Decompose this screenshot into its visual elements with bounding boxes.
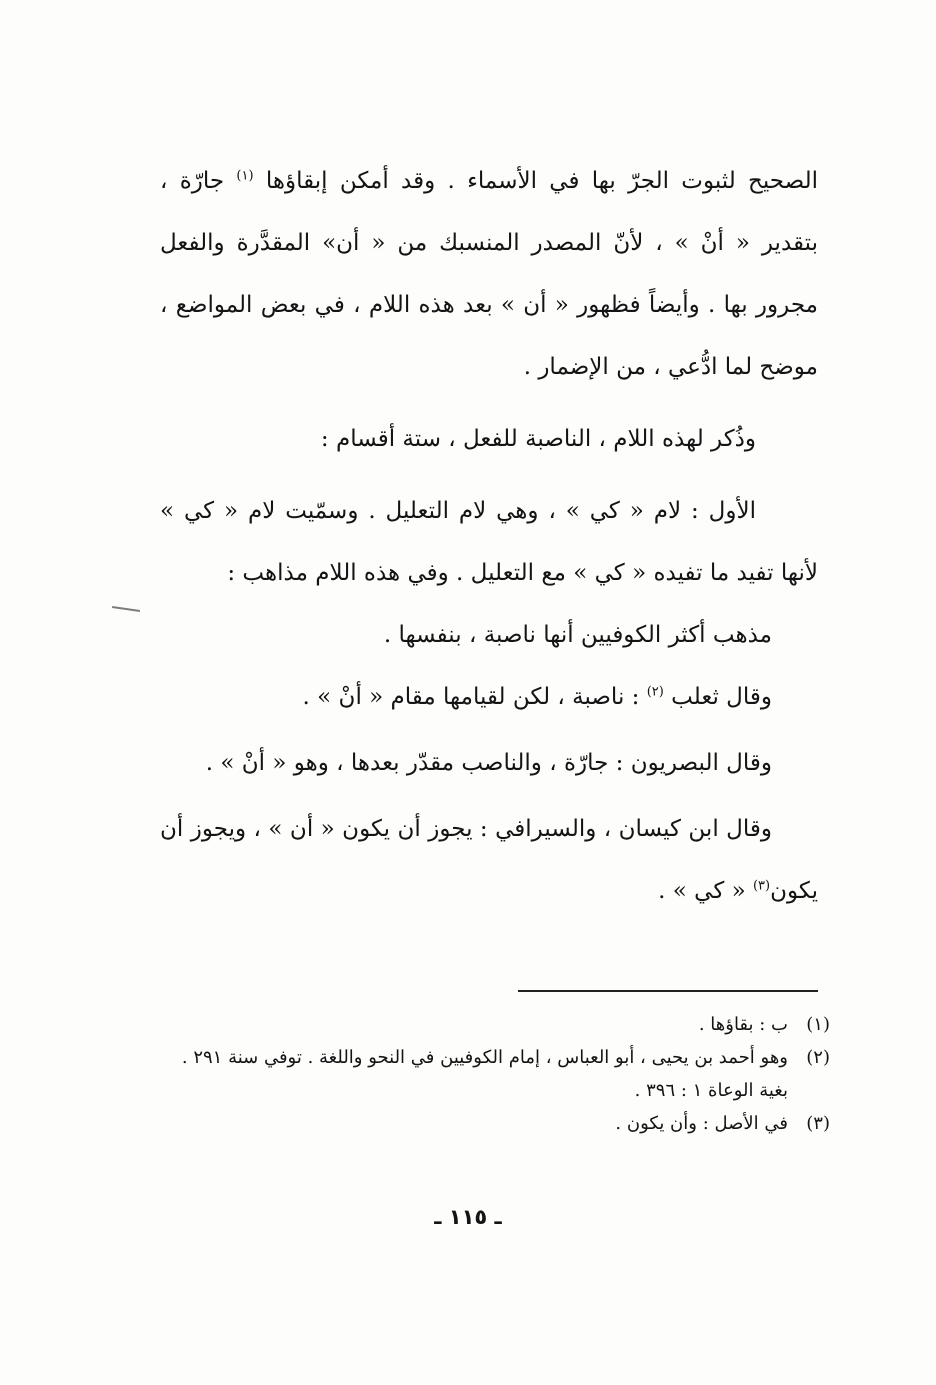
footnote-text: ب : بقاؤها . <box>698 1014 788 1035</box>
paragraph-7-text-b: « كي » . <box>658 878 753 904</box>
paragraph-5-text-b: : ناصبة ، لكن لقيامها مقام « أنْ » . <box>302 684 647 710</box>
paragraph-7-text-a: وقال ابن كيسان ، والسيرافي : يجوز أن يكون « أن » ، ويجوز أن يكون <box>160 816 818 904</box>
paragraph-5 <box>160 666 818 728</box>
footnote-number: (٢) <box>806 1047 830 1068</box>
paragraph-3: الأول : لام « كي » ، وهي لام التعليل . وسمّيت لام « كي » لأنها تفيد ما تفيده « كي » مع التعليل . وفي هذه اللام مذاهب : <box>160 498 818 586</box>
footnote-ref-3[interactable]: (٣) <box>752 878 771 894</box>
margin-pencil-mark <box>112 606 140 612</box>
footnote-text: وهو أحمد بن يحيى ، أبو العباس ، إمام الكوفيين في النحو واللغة . توفي سنة ٢٩١ . بغية الوعاة ١ : ٣٩٦ . <box>181 1047 788 1101</box>
paragraph-2: وذُكر لهذه اللام ، الناصبة للفعل ، ستة أقسام : <box>320 426 756 452</box>
paragraph-1-text-b: جارّة ، بتقدير « أنْ » ، لأنّ المصدر المنسبك من « أن» المقدَّرة والفعل مجرور بها . وأيضاً فظهور « أن » بعد هذه اللام ، في بعض المواضع ، موضح لما ادُّعي ، من الإضمار . <box>160 168 818 380</box>
paragraph-1 <box>160 150 818 398</box>
paragraph-4: مذهب أكثر الكوفيين أنها ناصبة ، بنفسها . <box>383 622 772 648</box>
paragraph-7 <box>160 798 818 922</box>
footnote-ref-2[interactable]: (٢) <box>646 684 664 700</box>
footnote-3 <box>160 1107 830 1140</box>
footnote-number: (١) <box>806 1014 830 1035</box>
footnote-ref-1[interactable]: (١) <box>236 168 254 184</box>
footnote-1 <box>160 1008 830 1041</box>
footnote-text: في الأصل : وأن يكون . <box>615 1113 788 1134</box>
main-text-body <box>160 150 818 922</box>
paragraph-1-text-a: الصحيح لثبوت الجرّ بها في الأسماء . وقد أمكن إبقاؤها <box>253 168 818 194</box>
page-number: ـ ١١٥ ـ <box>434 1205 502 1229</box>
footnote-number: (٣) <box>806 1113 830 1134</box>
footnotes-section <box>160 1008 830 1140</box>
paragraph-6: وقال البصريون : جارّة ، والناصب مقدّر بعدها ، وهو « أنْ » . <box>205 750 772 776</box>
footnote-2 <box>160 1041 830 1107</box>
paragraph-5-text-a: وقال ثعلب <box>663 684 772 710</box>
footnote-divider <box>518 990 818 992</box>
